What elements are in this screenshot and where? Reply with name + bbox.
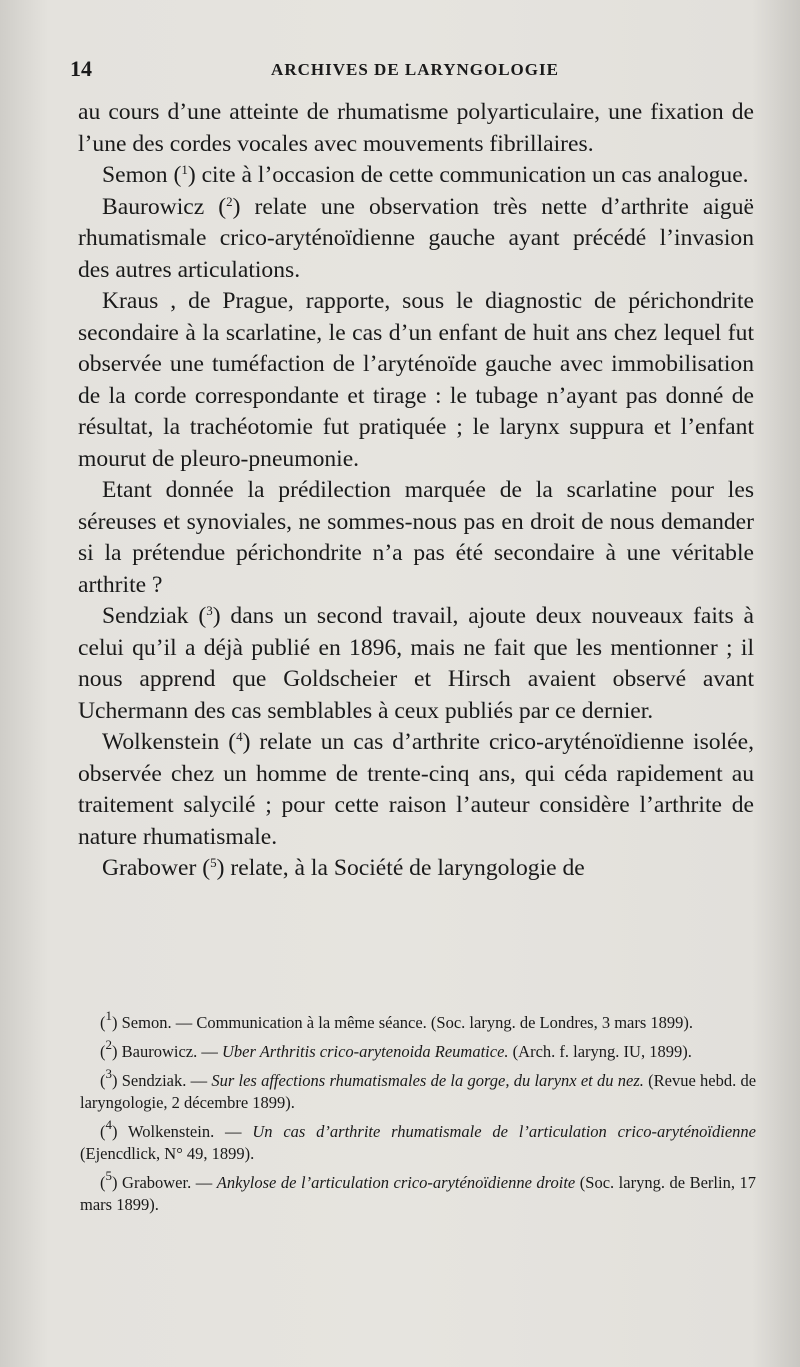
running-title: ARCHIVES DE LARYNGOLOGIE: [271, 60, 559, 79]
footnote: ($^2$) Baurowicz. — Uber Arthritis crico-arytenoida Reumatice. (Arch. f. laryng. IU, 1899).: [100, 1037, 692, 1061]
footnote: ($^5$) Grabower. — Ankylose de l’articulation crico-aryténoïdienne droite (Soc. laryng. de Berlin, 17 mars 1899).: [80, 1168, 756, 1214]
paragraph: Wolkenstein ($^4$) relate un cas d’arthrite crico-aryténoïdienne isolée, observée chez un homme de trente-cinq ans, qui céda rapidement au traitement salycilé ; pour cette raison l’auteur considère l’arthrite de nature rhumatismale.: [78, 729, 754, 850]
footnote: ($^3$) Sendziak. — Sur les affections rhumatismales de la gorge, du larynx et du nez. (Revue hebd. de laryngologie, 2 décembre 1899).: [80, 1066, 757, 1112]
body-text: [78, 97, 754, 885]
paragraph: Etant donnée la prédilection marquée de la scarlatine pour les séreuses et synoviales, ne sommes-nous pas en droit de nous demander si la prétendue périchondrite n’a pas été secondaire à une véritable arthrite ?: [78, 477, 754, 598]
footnotes: [80, 1008, 757, 1223]
paragraph: Grabower ($^5$) relate, à la Société de laryngologie de: [102, 855, 585, 881]
footnote-ref: 1: [181, 162, 188, 177]
footnote-ref: 5: [210, 855, 217, 870]
footnote-ref: 3: [206, 603, 213, 618]
paragraph: Baurowicz ($^2$) relate une observation très nette d’arthrite aiguë rhumatismale crico-aryténoïdienne gauche ayant précédé l’invasion des autres articulations.: [78, 193, 754, 283]
page-number: 14: [70, 56, 92, 81]
paragraph: Kraus , de Prague, rapporte, sous le diagnostic de périchondrite secondaire à la scarlatine, le cas d’un enfant de huit ans chez lequel fut observée une tuméfaction de l’aryténoïde gauche avec immobilisation de la corde correspondante et tirage : le tubage n’ayant pas donné de résultat, la trachéotomie fut pratiquée ; le larynx suppura et l’enfant mourut de pleuro-pneumonie.: [78, 288, 754, 472]
paragraph: Semon ($^1$) cite à l’occasion de cette communication un cas analogue.: [102, 162, 749, 188]
footnote: ($^4$) Wolkenstein. — Un cas d’arthrite rhumatismale de l’articulation crico-aryténoïdienne (Ejencdlick, N° 49, 1899).: [80, 1117, 756, 1163]
footnote-ref: 2: [226, 193, 233, 209]
paragraph: Sendziak ($^3$) dans un second travail, ajoute deux nouveaux faits à celui qu’il a déjà publié en 1896, mais ne fait que les mentionner ; il nous apprend que Goldscheier et Hirsch avaient observé avant Uchermann des cas semblables à ceux publiés par ce dernier.: [78, 603, 754, 724]
footnote-ref: 4: [236, 729, 243, 744]
page-header: [70, 56, 760, 90]
footnote: ($^1$) Semon. — Communication à la même séance. (Soc. laryng. de Londres, 3 mars 1899).: [100, 1008, 694, 1032]
paragraph: au cours d’une atteinte de rhumatisme polyarticulaire, une fixation de l’une des cordes vocales avec mouvements fibrillaires.: [78, 99, 754, 157]
